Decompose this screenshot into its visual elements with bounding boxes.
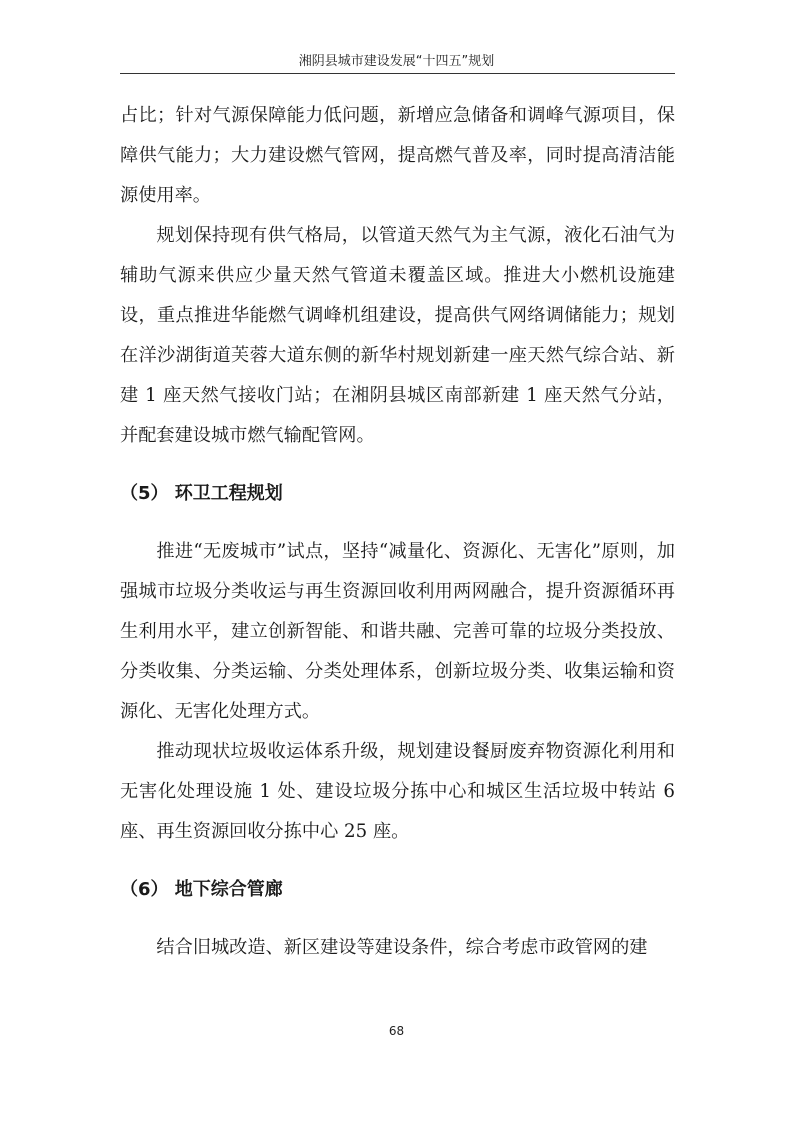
paragraph-waste-collection-upgrade: 推动现状垃圾收运体系升级，规划建设餐厨废弃物资源化利用和无害化处理设施 1 处、建设垃圾分拣中心和城区生活垃圾中转站 6 座、再生资源回收分拣中心 25 座。 — [120, 741, 675, 842]
page-number: 68 — [388, 1024, 405, 1038]
paragraph-utility-tunnel: 结合旧城改造、新区建设等建设条件，综合考虑市政管网的建 — [156, 937, 648, 958]
section-heading-utility-tunnel: （6） 地下综合管廊 — [120, 879, 283, 900]
paragraph-zero-waste-city: 推进“无废城市”试点，坚持“减量化、资源化、无害化”原则，加强城市垃圾分类收运与再生资源回收利用两网融合，提升资源循环再生利用水平，建立创新智能、和谐共融、完善可靠的垃圾分类投放、分类收集、分类运输、分类处理体系，创新垃圾分类、收集运输和资源化、无害化处理方式。 — [120, 541, 675, 722]
section-gap — [120, 910, 675, 928]
section-gap — [120, 852, 675, 870]
section-gap — [120, 456, 675, 474]
paragraph-gas-continuation: 占比；针对气源保障能力低问题，新增应急储备和调峰气源项目，保障供气能力；大力建设燃气管网，提高燃气普及率，同时提高清洁能源使用率。 — [120, 105, 675, 206]
running-header-title: 湘阴县城市建设发展“十四五”规划 — [298, 54, 495, 69]
paragraph-gas-supply-plan: 规划保持现有供气格局，以管道天然气为主气源，液化石油气为辅助气源来供应少量天然气管道未覆盖区域。推进大小燃机设施建设，重点推进华能燃气调峰机组建设，提高供气网络调储能力；规划在洋沙湖街道芙蓉大道东侧的新华村规划新建一座天然气综合站、新建 1 座天然气接收门站；在湘阴县城区南部新建 1 座天然气分站，并配套建设城市燃气输配管网。 — [120, 225, 675, 446]
document-body — [120, 96, 675, 968]
section-gap — [120, 514, 675, 532]
header-divider — [120, 73, 675, 74]
section-heading-sanitation: （5） 环卫工程规划 — [120, 483, 283, 504]
